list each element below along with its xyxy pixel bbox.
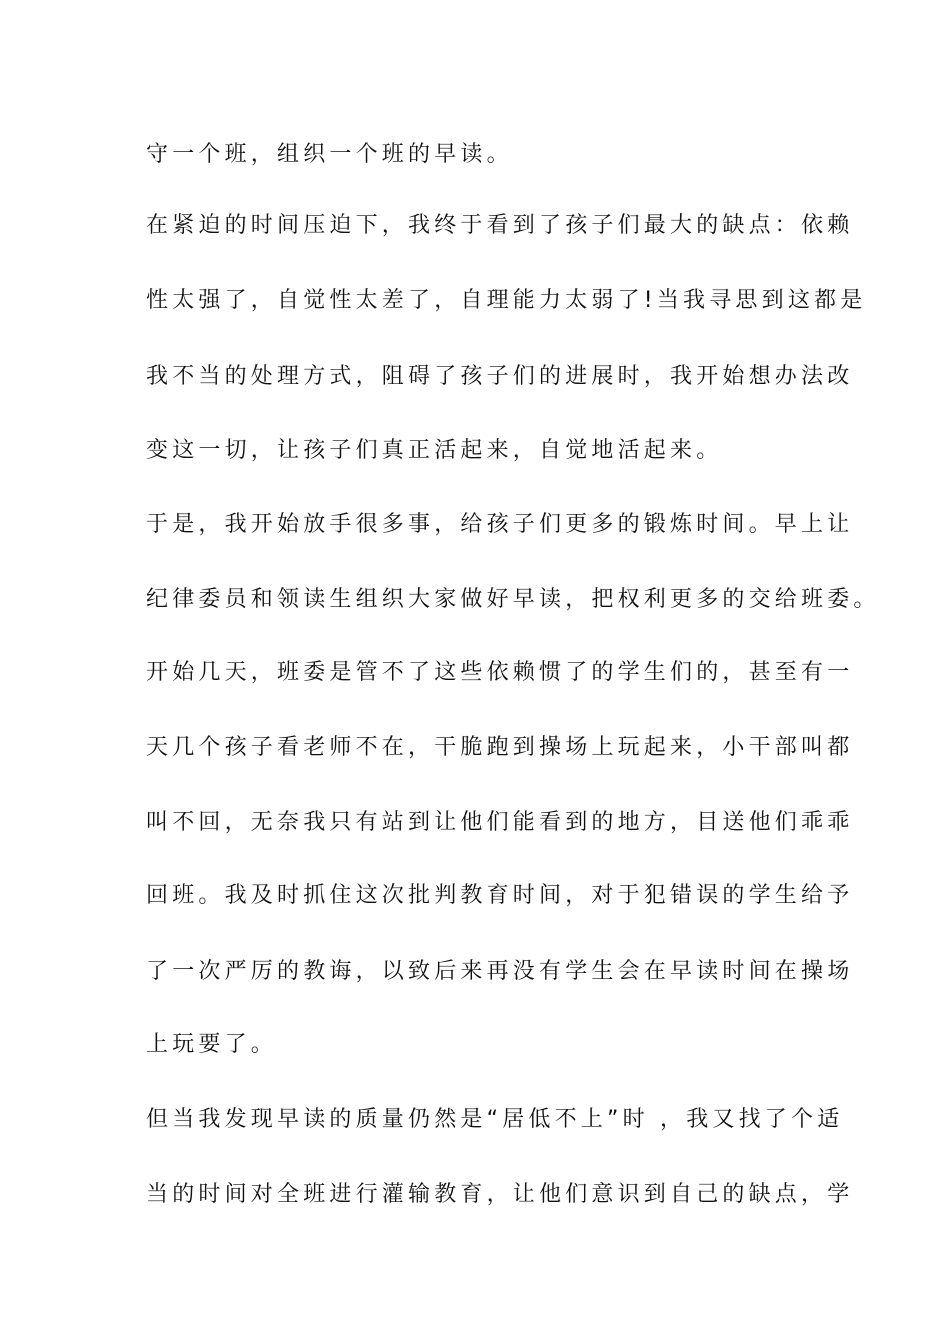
text-line: 回班。我及时抓住这次批判教育时间，对于犯错误的学生给予 [146, 883, 854, 908]
text-line: 开始几天，班委是管不了这些依赖惯了的学生们的，甚至有一 [146, 660, 854, 685]
text-line: 性太强了，自觉性太差了，自理能力太弱了!当我寻思到这都是 [146, 288, 867, 313]
text-line: 变这一切，让孩子们真正活起来，自觉地活起来。 [146, 438, 723, 463]
text-line: 当的时间对全班进行灌输教育，让他们意识到自己的缺点，学 [146, 1182, 854, 1207]
text-line: 纪律委员和领读生组织大家做好早读，把权利更多的交给班委。 [146, 587, 880, 612]
text-line: 于是，我开始放手很多事，给孩子们更多的锻炼时间。早上让 [146, 512, 854, 537]
text-line: 叫不回，无奈我只有站到让他们能看到的地方，目送他们乖乖 [146, 810, 854, 835]
text-line: 守一个班，组织一个班的早读。 [146, 142, 513, 167]
text-line: 天几个孩子看老师不在，干脆跑到操场上玩起来，小干部叫都 [146, 735, 854, 760]
text-line: 了一次严厉的教诲，以致后来再没有学生会在早读时间在操场 [146, 959, 854, 984]
text-line: 我不当的处理方式，阻碍了孩子们的进展时，我开始想办法改 [146, 364, 854, 389]
text-line: 上玩要了。 [146, 1032, 278, 1057]
text-line: 在紧迫的时间压迫下，我终于看到了孩子们最大的缺点：依赖 [146, 213, 854, 238]
text-line: 但当我发现早读的质量仍然是“居低不上”时 ，我又找了个适 [146, 1107, 844, 1132]
